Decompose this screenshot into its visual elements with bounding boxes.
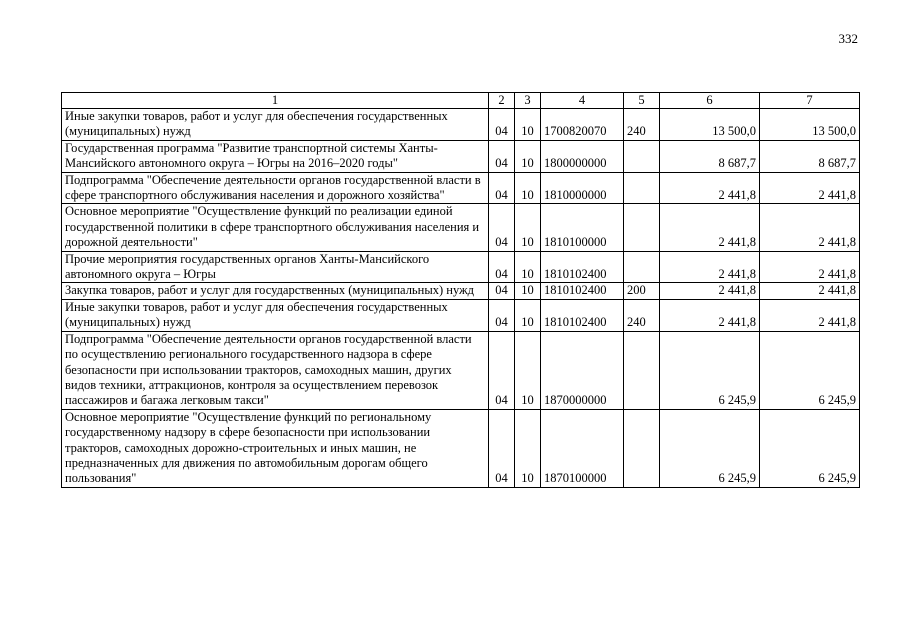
table-row bbox=[62, 140, 860, 172]
amount-col7: 6 245,9 bbox=[760, 409, 860, 487]
subsection-code: 10 bbox=[515, 172, 541, 204]
row-name: Подпрограмма "Обеспечение деятельности органов государственной власти в сфере транспортного обслуживания населения и дорожного хозяйства" bbox=[62, 172, 489, 204]
section-code: 04 bbox=[489, 204, 515, 251]
amount-col6: 2 441,8 bbox=[660, 172, 760, 204]
amount-col6: 13 500,0 bbox=[660, 109, 760, 141]
column-header: 5 bbox=[624, 93, 660, 109]
amount-col6: 6 245,9 bbox=[660, 409, 760, 487]
target-code: 1870000000 bbox=[541, 331, 624, 409]
table-row bbox=[62, 283, 860, 299]
subsection-code: 10 bbox=[515, 204, 541, 251]
subsection-code: 10 bbox=[515, 140, 541, 172]
expense-type-code bbox=[624, 251, 660, 283]
row-name: Основное мероприятие "Осуществление функций по реализации единой государственной политики в сфере транспортного обслуживания населения и дорожной деятельности" bbox=[62, 204, 489, 251]
amount-col7: 2 441,8 bbox=[760, 204, 860, 251]
expense-type-code bbox=[624, 409, 660, 487]
table-row bbox=[62, 409, 860, 487]
amount-col7: 13 500,0 bbox=[760, 109, 860, 141]
target-code: 1800000000 bbox=[541, 140, 624, 172]
amount-col6: 2 441,8 bbox=[660, 299, 760, 331]
section-code: 04 bbox=[489, 172, 515, 204]
section-code: 04 bbox=[489, 331, 515, 409]
column-header: 4 bbox=[541, 93, 624, 109]
column-header: 2 bbox=[489, 93, 515, 109]
expense-type-code bbox=[624, 204, 660, 251]
amount-col6: 2 441,8 bbox=[660, 283, 760, 299]
row-name: Иные закупки товаров, работ и услуг для обеспечения государственных (муниципальных) нужд bbox=[62, 109, 489, 141]
subsection-code: 10 bbox=[515, 251, 541, 283]
table-row bbox=[62, 109, 860, 141]
subsection-code: 10 bbox=[515, 331, 541, 409]
page-number: 332 bbox=[838, 31, 858, 46]
amount-col7: 2 441,8 bbox=[760, 172, 860, 204]
row-name: Основное мероприятие "Осуществление функций по региональному государственному надзору в сфере безопасности при использовании тракторов, самоходных дорожно-строительных и иных машин, не предназначенных для движения по автомобильным дорогам общего пользования" bbox=[62, 409, 489, 487]
column-header: 3 bbox=[515, 93, 541, 109]
row-name: Государственная программа "Развитие транспортной системы Ханты-Мансийского автономного округа – Югры на 2016–2020 годы" bbox=[62, 140, 489, 172]
row-name: Подпрограмма "Обеспечение деятельности органов государственной власти по осуществлению регионального государственного надзора в сфере безопасности при использовании тракторов, самоходных машин, других видов техники, аттракционов, контроля за осуществлением перевозок пассажиров и багажа легковым такси" bbox=[62, 331, 489, 409]
table-row bbox=[62, 299, 860, 331]
expense-type-code: 200 bbox=[624, 283, 660, 299]
target-code: 1810000000 bbox=[541, 172, 624, 204]
table-row bbox=[62, 331, 860, 409]
row-name: Закупка товаров, работ и услуг для государственных (муниципальных) нужд bbox=[62, 283, 489, 299]
amount-col7: 2 441,8 bbox=[760, 251, 860, 283]
table-row bbox=[62, 204, 860, 251]
target-code: 1810100000 bbox=[541, 204, 624, 251]
section-code: 04 bbox=[489, 109, 515, 141]
amount-col6: 6 245,9 bbox=[660, 331, 760, 409]
expense-type-code: 240 bbox=[624, 299, 660, 331]
target-code: 1810102400 bbox=[541, 283, 624, 299]
target-code: 1700820070 bbox=[541, 109, 624, 141]
expense-type-code bbox=[624, 140, 660, 172]
table-row bbox=[62, 172, 860, 204]
budget-table bbox=[61, 92, 860, 488]
subsection-code: 10 bbox=[515, 409, 541, 487]
table-row bbox=[62, 251, 860, 283]
expense-type-code: 240 bbox=[624, 109, 660, 141]
column-header: 7 bbox=[760, 93, 860, 109]
target-code: 1870100000 bbox=[541, 409, 624, 487]
amount-col6: 8 687,7 bbox=[660, 140, 760, 172]
column-header: 6 bbox=[660, 93, 760, 109]
subsection-code: 10 bbox=[515, 299, 541, 331]
target-code: 1810102400 bbox=[541, 299, 624, 331]
amount-col7: 2 441,8 bbox=[760, 283, 860, 299]
amount-col7: 8 687,7 bbox=[760, 140, 860, 172]
amount-col6: 2 441,8 bbox=[660, 204, 760, 251]
subsection-code: 10 bbox=[515, 283, 541, 299]
expense-type-code bbox=[624, 331, 660, 409]
section-code: 04 bbox=[489, 251, 515, 283]
section-code: 04 bbox=[489, 283, 515, 299]
section-code: 04 bbox=[489, 140, 515, 172]
expense-type-code bbox=[624, 172, 660, 204]
section-code: 04 bbox=[489, 299, 515, 331]
amount-col6: 2 441,8 bbox=[660, 251, 760, 283]
row-name: Прочие мероприятия государственных органов Ханты-Мансийского автономного округа – Югры bbox=[62, 251, 489, 283]
amount-col7: 2 441,8 bbox=[760, 299, 860, 331]
column-header: 1 bbox=[62, 93, 489, 109]
table-header-row bbox=[62, 93, 860, 109]
target-code: 1810102400 bbox=[541, 251, 624, 283]
amount-col7: 6 245,9 bbox=[760, 331, 860, 409]
section-code: 04 bbox=[489, 409, 515, 487]
subsection-code: 10 bbox=[515, 109, 541, 141]
row-name: Иные закупки товаров, работ и услуг для обеспечения государственных (муниципальных) нужд bbox=[62, 299, 489, 331]
